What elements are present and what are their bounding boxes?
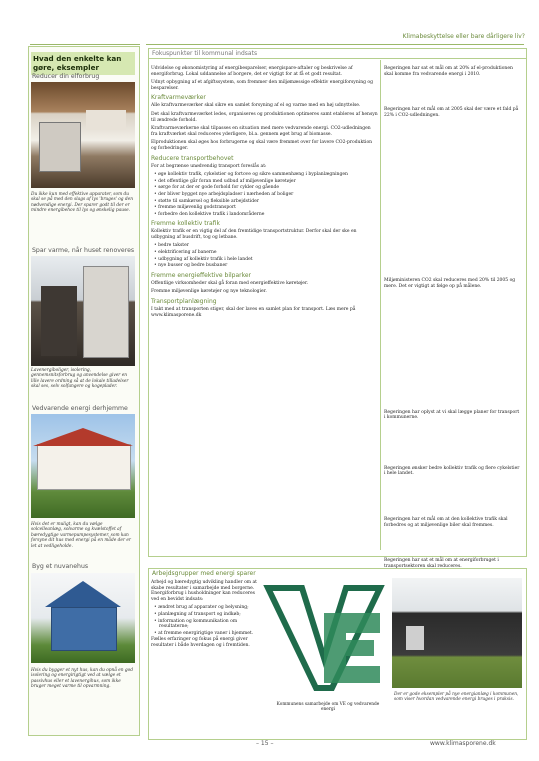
side-note: Regeringen har sat et mål om at energiforbruget i transportsektoren skal reduceres.: [384, 558, 499, 569]
sidebar-subtitle-1: Reducer din elforbrug: [32, 73, 100, 80]
sidebar-caption-3: Hvis det er muligt, kan du vælge solcelleanlæg, solvarme og kvælstoffet af bæredygtige varmepumpesystemer, som kan forsyne dit hus med energi på en måde der er let at vedligeholde.: [31, 522, 131, 549]
bottom-paragraph: Arbejd og bæredygtig udvikling handler om at skabe resultater i samarbejde med borgerne. Energiforbrug i husholdninger kan reduceres ved en bevidst indsats:: [151, 580, 257, 602]
ve-logo: [262, 578, 386, 716]
sidebar-subtitle-4: Byg et nuvanehus: [32, 563, 89, 570]
bottom-section-title: Arbejdsgrupper med energi sparer: [152, 570, 256, 577]
main-paragraph: I takt med at transporten stiger, skal der laves en samlet plan for transport. Læs mere på www.klimasporene.dk: [151, 307, 356, 318]
side-note: Regeringen har et mål om at 2005 skal der være et fald på 22% i CO2-udledningen.: [384, 107, 519, 118]
side-note: Regeringen har sat et mål om at 20% af el-produktionen skal komme fra vedvarende energi i 2010.: [384, 66, 513, 77]
main-bullet: • der bliver bygget nye arbejdspladser i nærheden af boliger: [154, 191, 294, 197]
house-wall: [37, 444, 131, 490]
main-bullet: • støtte til samkørsel og fleksible arbejdstider: [154, 198, 259, 204]
ve-logo-graphic: [262, 578, 386, 698]
main-paragraph: Kraftvarmeværkerne skal tilpasses en situation med mere vedvarende energi. CO2-udledningen fra kraftværket skal reduceres yderligere, bl.a. gennem øget brug af biomasse.: [151, 126, 371, 137]
main-paragraph: For at begrænse unødvendig transport foreslås at:: [151, 163, 267, 169]
main-paragraph: Kollektiv trafik er en vigtig del af den fremtidige transportstruktur. Derfor skal der ske en udbygning af busdrift, tog og letbane.: [151, 229, 357, 240]
main-heading: Fremme kollektiv trafik: [151, 220, 220, 228]
bottom-paragraph: Fælles erfaringer og fokus på energi giver resultater i både hverdagen og i fremtiden.: [151, 637, 250, 648]
page-number: – 15 –: [256, 740, 274, 747]
plant-photo: [392, 578, 522, 688]
main-paragraph: Offentlige virksomheder skal gå foran med energieffektive køretøjer.: [151, 280, 309, 286]
side-note: Regeringen ønsker bedre kollektiv trafik og flere cykelstier i hele landet.: [384, 465, 520, 477]
main-heading: Reducere transportbehovet: [151, 154, 234, 162]
running-header: Klimabeskyttelse eller bare dårligere liv?: [402, 33, 525, 40]
main-bullet: • det offentlige går foran med udbud af miljøvenlige køretøjer: [154, 178, 296, 184]
header-rule-left: [30, 44, 140, 45]
main-bullet: • fremme miljøvenlig godstransport: [154, 205, 236, 211]
ve-logo-caption: Kommunens samarbejde om VE og vedvarende energi: [276, 702, 380, 713]
main-heading: Transportplanlægning: [151, 298, 217, 306]
blue-house-wall: [51, 607, 117, 651]
main-heading: Kraftvarmeværker: [151, 94, 206, 102]
building-right: [83, 266, 129, 358]
main-column-rule: [380, 60, 381, 550]
sidebar-caption-4: Hvis du bygger et nyt hus, kan du opnå en god isolering og energirigtigt ved at vælge et passivhus eller et lavenergihus, som ikke bruger meget varme til opvarmning.: [31, 668, 134, 690]
blue-house-roof: [45, 581, 121, 607]
main-bullet: • elektrificering af banerne: [154, 250, 217, 256]
main-heading: Fremme energieffektive bilparker: [151, 271, 252, 279]
main-paragraph: Det skal kraftvarmeværket ledes, organiseres og produktionen optimeres samt etableres af hensyn til ændrede forhold.: [151, 111, 378, 123]
bottom-bullet: • ændret brug af apparater og belysning;: [154, 605, 249, 611]
main-bullet: • øge kollektiv trafik, cykelstier og fortove og sikre sammenhæng i byplanlægningen: [154, 172, 348, 178]
main-paragraph: Udnyt opbygning af et afgiftssystem, som fremmer den miljømæssige effektiv energiforsyning og besparelser.: [151, 80, 373, 91]
bottom-bullet: • at fremme energirigtige vaner i hjemmet.: [154, 630, 254, 636]
building-left: [41, 286, 77, 356]
bottom-bullet: • information og kommunikation om resultaterne;: [154, 618, 238, 630]
bottom-text-column: [151, 580, 259, 652]
main-section-title: Fokuspunkter til kommunal indsats: [152, 50, 258, 57]
main-bullet: • udbygning af kollektiv trafik i hele landet: [154, 256, 253, 262]
blue-house-photo: [31, 573, 135, 663]
header-rule: [146, 44, 524, 45]
main-notes-column: [384, 66, 522, 569]
main-bullet: • sørge for at der er gode forhold for cykler og gående: [154, 185, 280, 191]
kitchen-photo: [31, 82, 135, 188]
main-paragraph: Alle kraftvarmeværker skal sikre en samlet forsyning af el og varme med en høj udnyttelse.: [151, 103, 361, 109]
main-paragraph: Elproduktionen skal øges hos forbrugerne og skal være fremmet over for lavere CO2-produktion og forbedringer.: [151, 140, 373, 151]
plant-sign: [406, 626, 424, 650]
side-note: Regeringen har oplyst at vi skal lægge planer for transport i kommunerne.: [384, 409, 520, 421]
sidebar-caption-1: Du ikke kun med effektive apparater, som du skal se på med den slags af lys 'bruges' og den nødvendige energi. Der sparer godt til der er mindre energibehov til lys og ønskelig pause.: [31, 192, 133, 214]
main-paragraph: Fremme miljøvenlige køretøjer og nye teknologier.: [151, 289, 267, 295]
side-note: Miljøministeren CO2 skal reduceres med 20% til 2005 og mere. Det er vigtigt at følge op på målene.: [384, 278, 516, 289]
main-bullet: • forbedre den kollektive trafik i landområderne: [154, 211, 265, 217]
house-roof: [33, 428, 133, 446]
main-text-column: [151, 66, 378, 321]
counter-shape: [86, 110, 126, 130]
main-bullet: • nye busser og bedre busbaner: [154, 263, 228, 269]
sidebar-title: Hvad den enkelte kan gøre, eksempler: [31, 52, 135, 75]
side-note: Regeringen har et mål om at den kollektive trafik skal forbedres og at miljøvenlige biler skal fremmes.: [384, 516, 508, 528]
main-top-rule: [148, 58, 526, 59]
building-photo: [31, 256, 135, 366]
stove-shape: [39, 122, 81, 172]
house-photo: [31, 414, 135, 518]
sidebar-subtitle-2: Spar varme, når huset renoveres: [32, 247, 135, 254]
sidebar-caption-2: Lavenergiboliger, isolering, gennemsnitsforbrug og anvendelse giver en lille lavere ordning så at de lokale tilladelser skal ses, selv solfangere og kogeplader.: [31, 368, 129, 390]
sidebar-subtitle-3: Vedvarende energi derhjemme: [32, 405, 128, 412]
bottom-bullet: • planlægning af transport og indkøb;: [154, 611, 241, 617]
main-bullet: • bedre takster: [154, 243, 189, 249]
plant-caption: Der er gode eksempler på nye energianlæg i kommunen, som viser hvordan vedvarende energi bruges i praksis.: [394, 692, 519, 703]
main-paragraph: Udvidelse og økonomistyring af energibesparelser, energispare-aftaler og beskrivelse af energiforbrug. Lokal uddannelse af borgere, det er vigtigt for at få et godt resultat.: [151, 66, 353, 77]
footer-url[interactable]: www.klimasporene.dk: [430, 740, 496, 747]
